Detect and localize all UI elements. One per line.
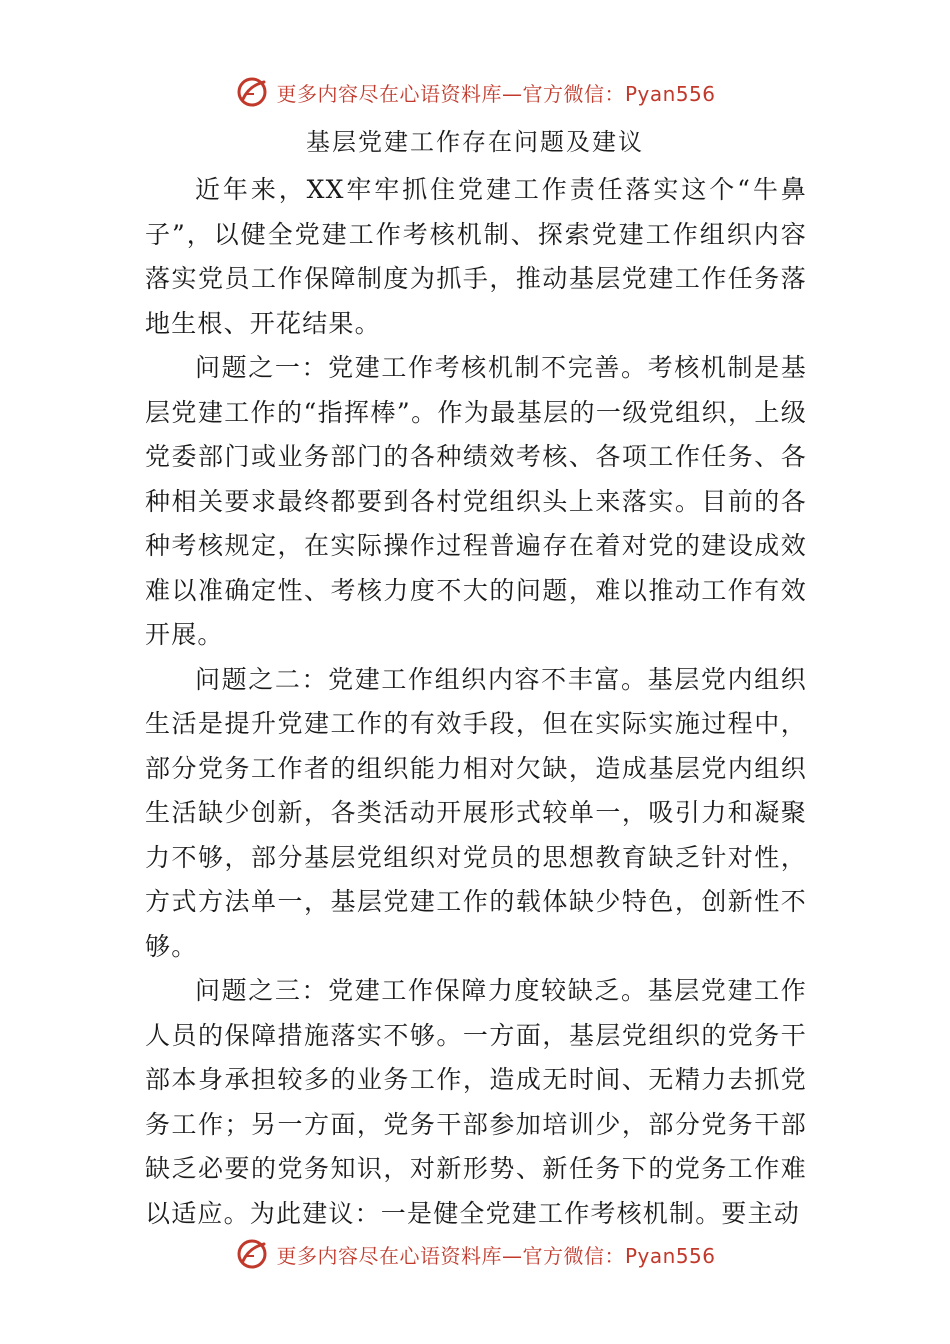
- document-title: 基层党建工作存在问题及建议: [306, 128, 644, 156]
- document-body: [145, 168, 807, 1236]
- paragraph-problem-3: 问题之三：党建工作保障力度较缺乏。基层党建工作人员的保障措施落实不够。一方面，基层党组织的党务干部本身承担较多的业务工作，造成无时间、无精力去抓党务工作；另一方面，党务干部参加培训少，部分党务干部缺乏必要的党务知识，对新形势、新任务下的党务工作难以适应。为此建议：一是健全党建工作考核机制。要主动: [145, 976, 807, 1228]
- header-watermark: [0, 72, 950, 112]
- paragraph-problem-2: 问题之二：党建工作组织内容不丰富。基层党内组织生活是提升党建工作的有效手段，但在实际实施过程中，部分党务工作者的组织能力相对欠缺，造成基层党内组织生活缺少创新，各类活动开展形式较单一，吸引力和凝聚力不够，部分基层党组织对党员的思想教育缺乏针对性，方式方法单一，基层党建工作的载体缺少特色，创新性不够。: [145, 664, 807, 961]
- paragraph-intro: 近年来，XX牢牢抓住党建工作责任落实这个“牛鼻子”，以健全党建工作考核机制、探索党建工作组织内容落实党员工作保障制度为抓手，推动基层党建工作任务落地生根、开花结果。: [145, 175, 807, 338]
- logo-icon: [234, 1236, 270, 1272]
- watermark-text: 更多内容尽在心语资料库—官方微信：Pyan556: [276, 81, 716, 106]
- watermark-text: 更多内容尽在心语资料库—官方微信：Pyan556: [276, 1243, 716, 1268]
- paragraph-problem-1: 问题之一：党建工作考核机制不完善。考核机制是基层党建工作的“指挥棒”。作为最基层的一级党组织，上级党委部门或业务部门的各种绩效考核、各项工作任务、各种相关要求最终都要到各村党组织头上来落实。目前的各种考核规定，在实际操作过程普遍存在着对党的建设成效难以准确定性、考核力度不大的问题，难以推动工作有效开展。: [145, 353, 807, 649]
- footer-watermark: [0, 1234, 950, 1274]
- logo-icon: [234, 74, 270, 110]
